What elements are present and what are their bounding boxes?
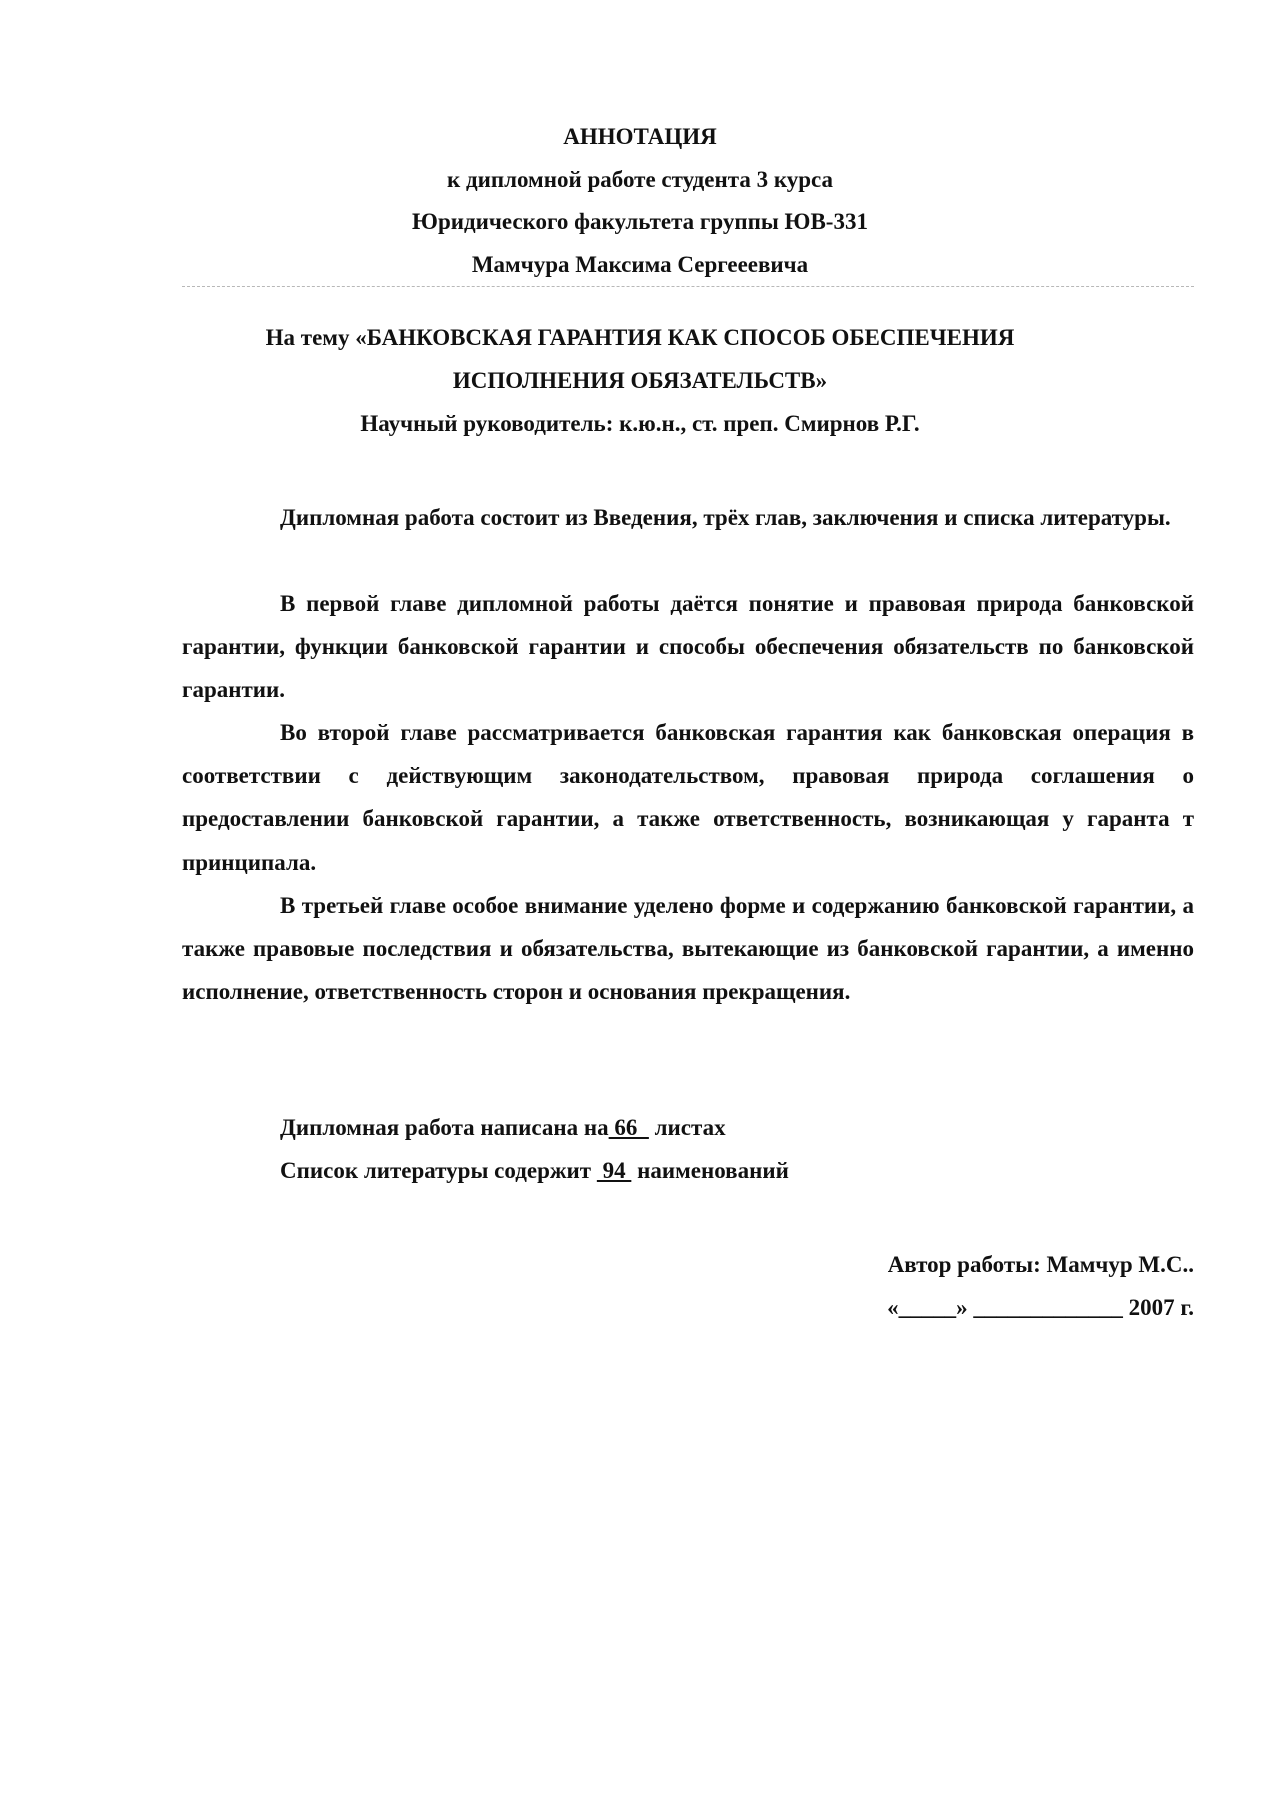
paragraph-structure: Дипломная работа состоит из Введения, трёх глав, заключения и списка литературы. (280, 505, 1171, 530)
date-month-blank: _____________ (973, 1295, 1123, 1320)
paragraph-chapter-3: В третьей главе особое внимание уделено форме и содержанию банковской гарантии, а также правовые последствия и обязательства, вытекающие из банковской гарантии, а именно исполнение, ответственность сторон и основания прекращения. (182, 893, 1194, 1005)
date-line (887, 1293, 1194, 1323)
topic-line-2: ИСПОЛНЕНИЯ ОБЯЗАТЕЛЬСТВ» (452, 368, 828, 393)
pages-count-prefix: Дипломная работа написана на (280, 1115, 609, 1140)
header-student-name: Мамчура Максима Сергееевича (471, 252, 809, 277)
paragraph-chapter-1: В первой главе дипломной работы даётся понятие и правовая природа банковской гарантии, функции банковской гарантии и способы обеспечения обязательств по банковской гарантии. (182, 591, 1194, 703)
date-year: 2007 г. (1122, 1295, 1194, 1320)
references-count-prefix: Список литературы содержит (280, 1158, 597, 1183)
author-signature: Автор работы: Мамчур М.С.. (887, 1252, 1194, 1277)
separator-line (182, 286, 1194, 287)
date-day-blank: _____ (898, 1295, 957, 1320)
header-course-line: к дипломной работе студента 3 курса (446, 167, 834, 192)
paragraph-chapter-2: Во второй главе рассматривается банковская гарантия как банковская операция в соответствии с действующим законодательством, правовая природа соглашения о предоставлении банковской гарантии, а также ответственность, возникающая у гаранта т принципала. (182, 720, 1194, 875)
header-faculty-line: Юридического факультета группы ЮВ-331 (412, 209, 868, 234)
date-close-quote: » (956, 1295, 974, 1320)
annotation-title: АННОТАЦИЯ (563, 124, 717, 149)
pages-count-suffix: листах (648, 1115, 726, 1140)
references-count-suffix: наименований (631, 1158, 789, 1183)
topic-line-1: На тему «БАНКОВСКАЯ ГАРАНТИЯ КАК СПОСОБ ОБЕСПЕЧЕНИЯ (265, 325, 1015, 350)
supervisor-line: Научный руководитель: к.ю.н., ст. преп. Смирнов Р.Г. (360, 411, 920, 436)
pages-count-line (280, 1113, 726, 1143)
date-open-quote: « (887, 1295, 899, 1320)
references-count-line (280, 1156, 789, 1186)
references-count-value: 94 (596, 1158, 632, 1183)
pages-count-value: 66 (608, 1115, 649, 1140)
